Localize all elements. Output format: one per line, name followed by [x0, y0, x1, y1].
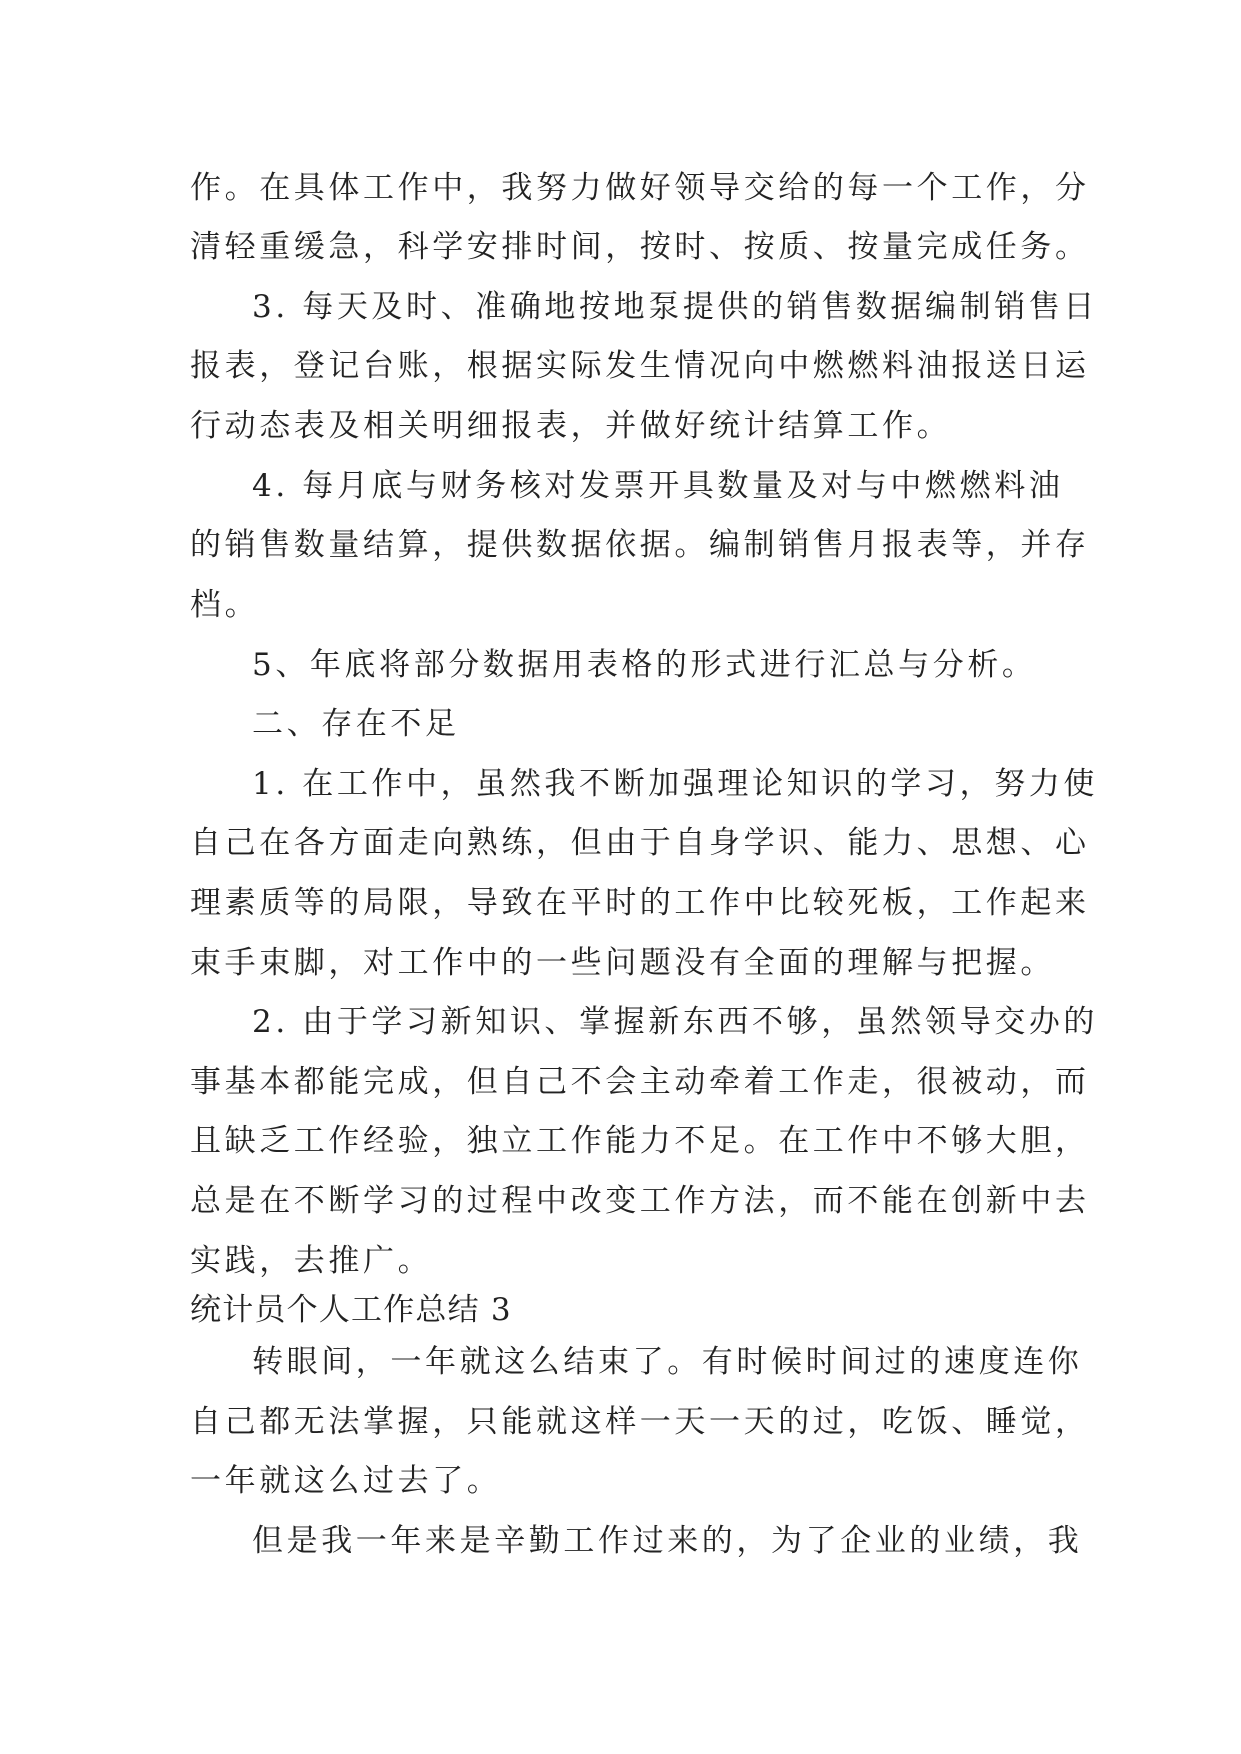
section-heading: 二、存在不足 — [252, 706, 460, 742]
paragraph-line: 理素质等的局限，导致在平时的工作中比较死板，工作起来 — [190, 885, 1090, 921]
paragraph-line: 的销售数量结算，提供数据依据。编制销售月报表等，并存 — [190, 527, 1090, 563]
paragraph-line: 清轻重缓急，科学安排时间，按时、按质、按量完成任务。 — [190, 229, 1090, 265]
list-item-4-line: 4. 每月底与财务核对发票开具数量及对与中燃燃料油 — [252, 468, 1064, 504]
paragraph-line: 行动态表及相关明细报表，并做好统计结算工作。 — [190, 408, 952, 444]
paragraph-line: 转眼间，一年就这么结束了。有时候时间过的速度连你 — [252, 1344, 1083, 1380]
paragraph-line: 总是在不断学习的过程中改变工作方法，而不能在创新中去 — [190, 1183, 1090, 1219]
paragraph-line: 一年就这么过去了。 — [190, 1463, 502, 1499]
paragraph-line: 但是我一年来是辛勤工作过来的，为了企业的业绩，我 — [252, 1523, 1083, 1559]
paragraph-line: 自己都无法掌握，只能就这样一天一天的过，吃饭、睡觉， — [190, 1404, 1090, 1440]
list-item-5-line: 5、年底将部分数据用表格的形式进行汇总与分析。 — [252, 647, 1037, 683]
paragraph-line: 作。在具体工作中，我努力做好领导交给的每一个工作，分 — [190, 170, 1090, 206]
paragraph-line: 档。 — [190, 587, 260, 623]
list-item-2-line: 2. 由于学习新知识、掌握新东西不够，虽然领导交办的 — [252, 1004, 1099, 1040]
paragraph-line: 报表，登记台账，根据实际发生情况向中燃燃料油报送日运 — [190, 348, 1090, 384]
list-item-3-line: 3. 每天及时、准确地按地泵提供的销售数据编制销售日 — [252, 289, 1099, 325]
paragraph-line: 事基本都能完成，但自己不会主动牵着工作走，很被动，而 — [190, 1064, 1090, 1100]
paragraph-line: 实践，去推广。 — [190, 1243, 433, 1279]
paragraph-line: 自己在各方面走向熟练，但由于自身学识、能力、思想、心 — [190, 825, 1090, 861]
list-item-1-line: 1. 在工作中，虽然我不断加强理论知识的学习，努力使 — [252, 766, 1099, 802]
paragraph-line: 且缺乏工作经验，独立工作能力不足。在工作中不够大胆， — [190, 1123, 1090, 1159]
paragraph-line: 束手束脚，对工作中的一些问题没有全面的理解与把握。 — [190, 945, 1055, 981]
article-title: 统计员个人工作总结 3 — [190, 1292, 512, 1328]
